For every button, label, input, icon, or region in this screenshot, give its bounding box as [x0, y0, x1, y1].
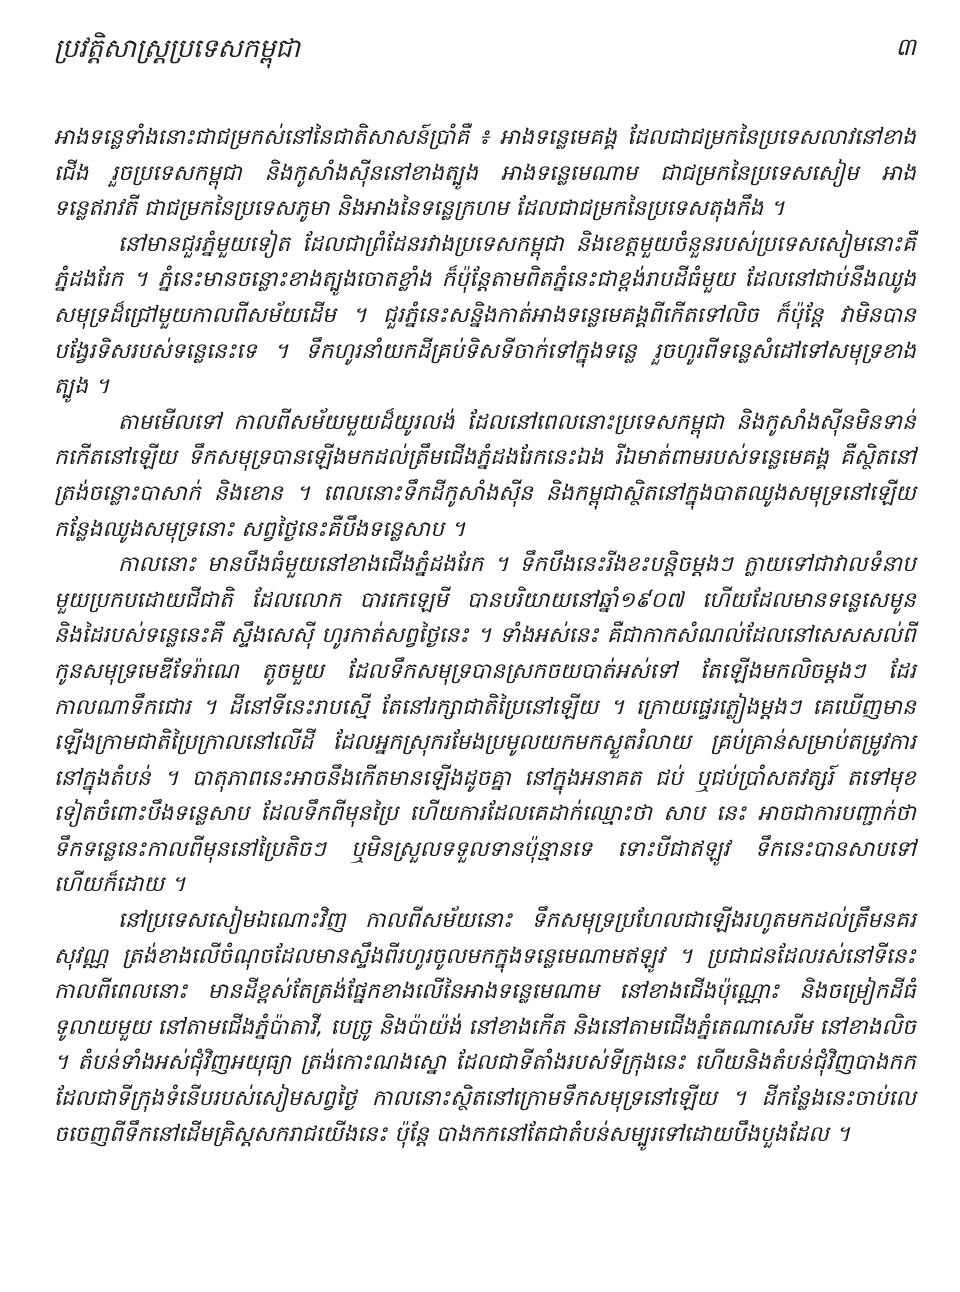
- paragraph-2: នៅមានជួរភ្នំមួយទៀត ដែលជាព្រំដែនរវាងប្រទេសកម្ពុជា និងខេត្តមួយចំនួនរបស់ប្រទេសសៀមនោះគឺភ្នំដងរែក ។ ភ្នំនេះមានចន្លោះខាងត្បូងចោតខ្លាំង ក៏ប៉ុន្តែតាមពិតភ្នំនេះជាខ្ពង់រាបដីធំមួយ ដែលនៅជាប់នឹងឈូងសមុទ្រដ៏ជ្រៅមួយកាលពីសម័យដើម ។ ជួរភ្នំនេះសន្និងកាត់អាងទន្លេមេគង្គពីកើតទៅលិច ក៏ប៉ុន្តែ វាមិនបានបង្វែរទិសរបស់ទន្លេនេះទេ ។ ទឹកហូរនាំយកដីគ្រប់ទិសទីចាក់ទៅក្នុងទន្លេ រួចហូរពីទន្លេសំដៅទៅសមុទ្រខាងត្បូង ។: [54, 231, 916, 400]
- page-number: ៣: [895, 33, 916, 61]
- paragraph-1: អាងទន្លេទាំងនោះជាជម្រកស់នៅនៃជាតិសាសន៍ប្រាំគឺ ៖ អាងទន្លេមេគង្គ ដែលជាជម្រកនៃប្រទេសលាវនៅខាងជើង រួចប្រទេសកម្ពុជា និងកូសាំងស៊ីននៅខាងត្បូង អាងទន្លេមេណាម ជាជម្រកនៃប្រទេសសៀម អាងទន្លេឥរាវតី ជាជម្រកនៃប្រទេសភូមា និងអាងនៃទន្លេក្រហម ដែលជាជម្រកនៃប្រទេសតុងកឹង ។: [54, 125, 916, 222]
- running-header-title: ប្រវត្តិសាស្ត្រប្រទេសកម្ពុជា: [54, 34, 301, 64]
- paragraph-5: នៅប្រទេសសៀមឯណោះវិញ កាលពីសម័យនោះ ទឹកសមុទ្រប្រហែលជាឡើងរហូតមកដល់ត្រឹមនគរសុវណ្ណ ត្រង់ខាងលើចំណុចដែលមានស្ទឹងពីរហូរចូលមកក្នុងទន្លេមេណាមឥឡូវ ។ ប្រជាជនដែលរស់នៅទីនេះកាលពីពេលនោះ មានដីខ្ពស់តែត្រង់ផ្នែកខាងលើនៃអាងទន្លេមេណាម នៅខាងជើងប៉ុណ្ណោះ និងចម្រៀកដីធំទូលាយមួយ នៅតាមជើងភ្នំប៉ាតាវី, បេច្រូ និងប៉ាយ៉ង់ នៅខាងកើត និងនៅតាមជើងភ្នំតេណាសេរីម នៅខាងលិច ។ តំបន់ទាំងអស់ជុំវិញអយុធ្យា ត្រង់កោះណងស្នោ ដែលជាទីតាំងរបស់ទីក្រុងនេះ ហើយនិងតំបន់ជុំវិញបាងកក ដែលជាទីក្រុងទំនើបរបស់សៀមសព្វថ្ងៃ កាលនោះស្ថិតនៅក្រោមទឹកសមុទ្រនៅឡើយ ។ ដីកន្លែងនេះចាប់លេចចេញពីទឹកនៅដើមគ្រិស្តសករាជយើងនេះ ប៉ុន្តែ បាងកកនៅតែជាតំបន់សម្បូរទៅដោយបឹងបួងដែល ។: [54, 908, 916, 1147]
- paragraph-3: តាមមើលទៅ កាលពីសម័យមួយដ៏យូរលង់ ដែលនៅពេលនោះប្រទេសកម្ពុជា និងកូសាំងស៊ីនមិនទាន់កកើតនៅឡើយ ទឹកសមុទ្របានឡើងមកដល់ត្រឹមជើងភ្នំដងរែកនេះឯង រីឯមាត់ពាមរបស់ទន្លេមេគង្គ គឺស្ថិតនៅត្រង់ចន្លោះបាសាក់ និងខោន ។ ពេលនោះទឹកដីកូសាំងស៊ីន និងកម្ពុជាស្ថិតនៅក្នុងបាតឈូងសមុទ្រនៅឡើយ កន្លែងឈូងសមុទ្រនោះ សព្វថ្ងៃនេះគឺបឹងទន្លេសាប ។: [54, 409, 916, 542]
- paragraph-4: កាលនោះ មានបឹងធំមួយនៅខាងជើងភ្នំដងរែក ។ ទឹកបឹងនេះរីងខះបន្តិចម្ដងៗ ក្លាយទៅជាវាលទំនាបមួយប្រកបដោយជីជាតិ ដែលលោក បារកេឡេមី បានបរិយាយនៅឆ្នាំ១៩០៧ ហើយដែលមានទន្លេសេមូននិងដៃរបស់ទន្លេនេះគឺ ស្ទឹងសេស៊ី ហូរកាត់សព្វថ្ងៃនេះ ។ ទាំងអស់នេះ គឺជាកាកសំណល់ដែលនៅសេសសល់ពីកូនសមុទ្រមេឌីទែរ៉ាណេ តូចមួយ ដែលទឹកសមុទ្របានស្រកចយបាត់អស់ទៅ តែឡើងមកលិចម្ដងៗ ដែរ កាលណាទឹកជោរ ។ ដីនៅទីនេះរាបស្មើ តែនៅរក្សាជាតិប្រៃនៅឡើយ ។ ក្រោយផ្ទេរភ្លៀងម្ដងៗ គេឃើញមានឡើងក្រាមជាតិប្រៃក្រាលនៅលើដី ដែលអ្នកស្រុករមែងប្រមូលយកមកស្ងួតរំលាយ គ្រប់គ្រាន់សម្រាប់តម្រូវការ នៅក្នុងតំបន់ ។ បាតុភាពនេះអាចនឹងកើតមានឡើងដូចគ្នា នៅក្នុងអនាគត ជប់ ឬជប់ប្រាំសតវត្សរ៍ តទៅមុខទៀតចំពោះបឹងទន្លេសាប ដែលទឹកពីមុនប្រៃ ហើយការដែលគេដាក់ឈ្មោះថា សាប នេះ អាចជាការបញ្ជាក់ថា ទឹកទន្លេនេះកាលពីមុននៅប្រៃតិចៗ ឬមិនស្រួលទទួលទានប៉ុន្មានទេ ទោះបីជាឥឡូវ ទឹកនេះបានសាបទៅហើយក៏ដោយ ។: [54, 552, 916, 898]
- running-header: [54, 26, 916, 80]
- body-text: [54, 120, 916, 1152]
